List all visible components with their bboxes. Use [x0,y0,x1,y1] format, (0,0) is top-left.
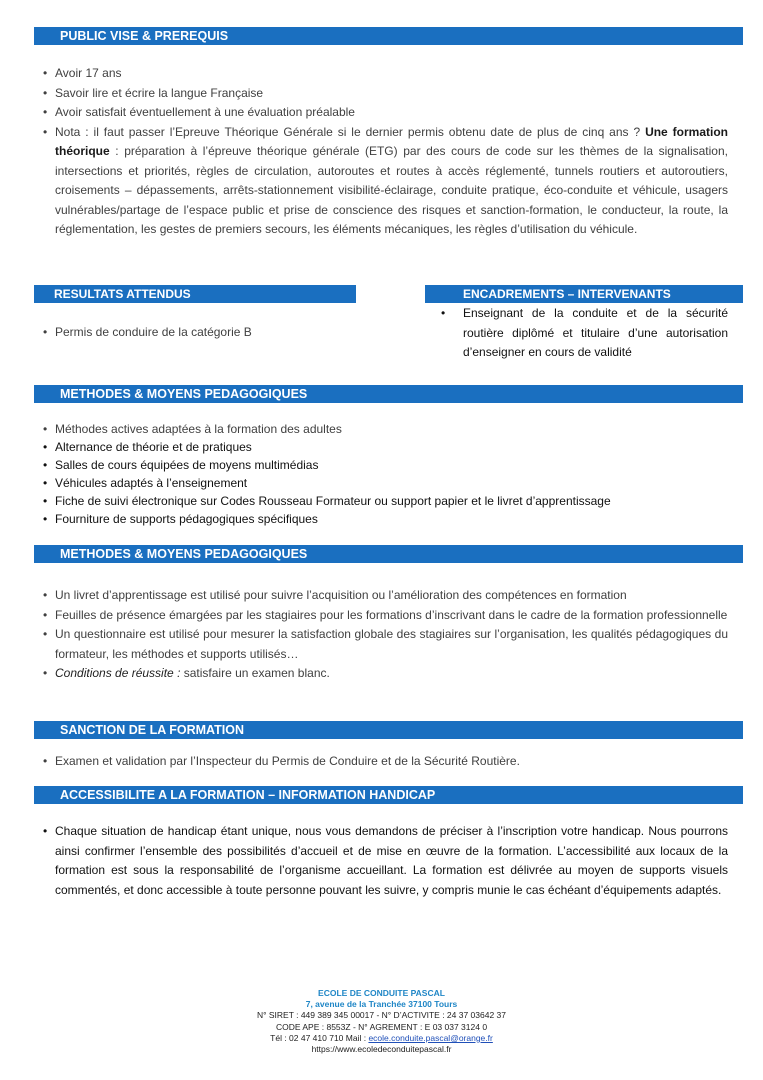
section-header-methodes-1 [34,385,743,403]
list-item: • Permis de conduire de la catégorie B [43,325,252,339]
section-title: ENCADREMENTS – INTERVENANTS [463,287,671,301]
sanction-list [43,752,737,772]
section-title: METHODES & MOYENS PEDAGOGIQUES [60,547,308,561]
section-title: PUBLIC VISE & PREREQUIS [60,29,229,43]
list-item: • Conditions de réussite : satisfaire un examen blanc. [43,666,330,680]
footer [0,988,763,1055]
email-link[interactable]: ecole.conduite.pascal@orange.fr [368,1032,493,1043]
section-header-accessibilite [34,786,743,804]
list-item: • Fourniture de supports pédagogiques spécifiques [43,512,318,526]
section-title: METHODES & MOYENS PEDAGOGIQUES [60,387,308,401]
list-item-nota: • Nota : il faut passer l’Epreuve Théorique Générale si le dernier permis obtenu date de plus de cinq ans ? Une formation théorique : préparation à l’épreuve théorique générale (ETG) par des cours de code sur les thèmes de la signalisation, intersections et priorités, règles de circulation, autoroutes et routes à accès réglementé, tunnels routiers et autoroutiers, croisements – dépassements, arrêts-stationnement visibilité-éclairage, conduite pratique, éco-conduite et véhicule, usagers vulnérables/partage de l’espace public et prise de conscience des risques et sanction-formation, le conducteur, la route, la réglementation, les gestes de premiers secours, les éléments mécaniques, les règles d’utilisation du véhicule. [43,124,728,236]
section-header-methodes-2 [34,545,743,563]
footer-company-name: ECOLE DE CONDUITE PASCAL [318,988,445,998]
list-item: • Véhicules adaptés à l’enseignement [43,476,248,490]
footer-contact: Tél : 02 47 410 710 Mail : ecole.conduite.pascal@orange.fr [270,1032,493,1043]
public-list [43,64,728,240]
methodes-1-list [43,420,737,528]
footer-website[interactable]: https://www.ecoledeconduitepascal.fr [311,1044,452,1055]
list-item: • Un questionnaire est utilisé pour mesurer la satisfaction globale des stagiaires sur l’organisation, les qualités pédagogiques du formateur, les méthodes et supports utilisés… [43,627,728,661]
list-item: • Enseignant de la conduite et de la sécurité routière diplômé et titulaire d’une autorisation d’enseigner en cours de validité [441,306,728,359]
list-item: • Un livret d’apprentissage est utilisé pour suivre l’acquisition ou l’amélioration des compétences en formation [43,588,627,602]
list-item: • Avoir 17 ans [43,66,122,80]
section-title: ACCESSIBILITE A LA FORMATION – INFORMATION HANDICAP [60,788,436,802]
section-title: RESULTATS ATTENDUS [54,287,191,301]
section-header-public [34,27,743,45]
encadrements-list [441,304,728,363]
list-item: • Feuilles de présence émargées par les stagiaires pour les formations d’inscrivant dans le cadre de la formation professionnelle [43,607,728,622]
list-item: • Chaque situation de handicap étant unique, nous vous demandons de préciser à l’inscription votre handicap. Nous pourrons ainsi confirmer l’ensemble des possibilités d’accueil et de mise en œuvre de la formation. L’accessibilité aux locaux de la formation est sous la responsabilité de l’organisme accueillant. La formation est délivrée au moyen de supports visuels commentés, et donc accessible à toute personne pouvant les suivre, y compris munie le cas échéant d’équipements adaptés. [43,824,728,897]
footer-siret: N° SIRET : 449 389 345 00017 - N° D’ACTIVITE : 24 37 03642 37 [256,1010,507,1021]
list-item: • Avoir satisfait éventuellement à une évaluation préalable [43,105,355,119]
resultats-list [43,323,347,343]
footer-ape: CODE APE : 8553Z - N° AGREMENT : E 03 037 3124 0 [275,1021,488,1032]
list-item: • Salles de cours équipées de moyens multimédias [43,458,319,472]
list-item: • Savoir lire et écrire la langue Française [43,85,264,100]
accessibilite-list [43,822,728,900]
footer-address: 7, avenue de la Tranchée 37100 Tours [305,999,458,1010]
section-header-sanction [34,721,743,739]
methodes-2-list [43,586,728,684]
list-item: • Méthodes actives adaptées à la formation des adultes [43,422,342,436]
list-item: • Examen et validation par l’Inspecteur du Permis de Conduire et de la Sécurité Routière. [43,754,520,768]
section-header-encadrements [425,285,743,303]
section-title: SANCTION DE LA FORMATION [60,723,245,737]
section-header-resultats [34,285,356,303]
list-item: • Fiche de suivi électronique sur Codes Rousseau Formateur ou support papier et le livret d’apprentissage [43,494,611,508]
list-item: • Alternance de théorie et de pratiques [43,440,252,454]
